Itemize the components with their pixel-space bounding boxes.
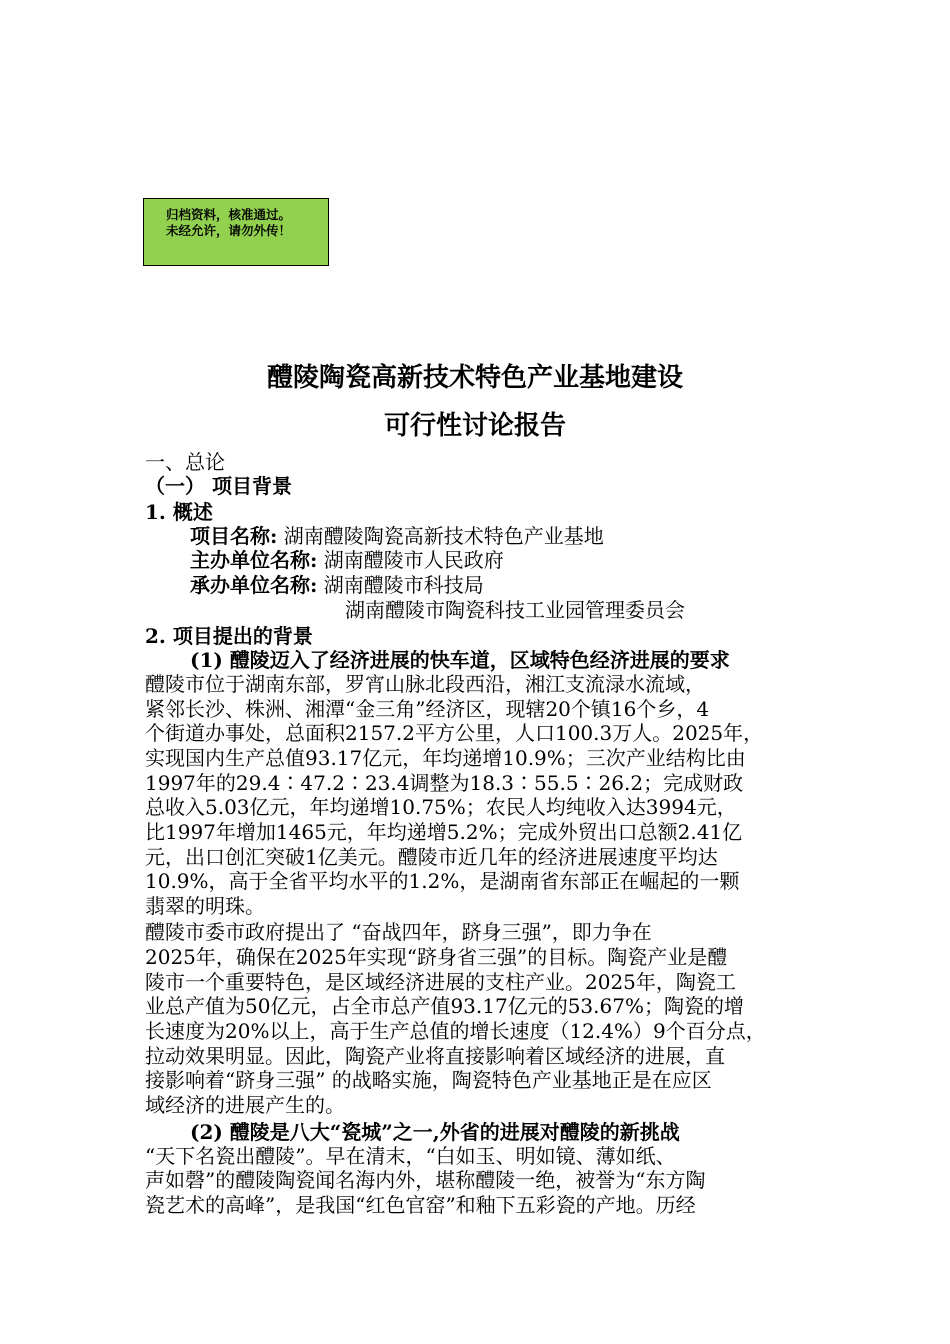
paragraph-line: 陵市一个重要特色，是区域经济进展的支柱产业。2025年，陶瓷工 xyxy=(145,970,736,994)
paragraph-line: 紧邻长沙、株洲、湘潭“金三角”经济区，现辖20个镇16个乡，4 xyxy=(145,697,710,721)
paragraph-line: 个街道办事处，总面积2157.2平方公里，人口100.3万人。2025年， xyxy=(145,721,764,745)
organizer-value-2: 湖南醴陵市陶瓷科技工业园管理委员会 xyxy=(345,598,685,622)
paragraph-line: 接影响着“跻身三强” 的战略实施，陶瓷特色产业基地正是在应区 xyxy=(145,1068,712,1092)
subsection-heading-background: （一） 项目背景 xyxy=(145,474,292,498)
item-heading-overview: 1. 概述 xyxy=(145,500,213,524)
organizer-row xyxy=(190,573,484,597)
archive-stamp xyxy=(143,198,329,266)
organizer-value-1: 湖南醴陵市科技局 xyxy=(323,573,484,597)
document-title-line-1: 醴陵陶瓷高新技术特色产业基地建设 xyxy=(266,363,683,393)
paragraph-line: 实现国内生产总值93.17亿元，年均递增10.9%；三次产业结构比由 xyxy=(145,746,746,770)
paragraph-line: 翡翠的明珠。 xyxy=(145,894,265,918)
subheading-porcelain-city: (2) 醴陵是八大“瓷城”之一,外省的进展对醴陵的新挑战 xyxy=(190,1120,680,1144)
stamp-line-2: 未经允许，请勿外传！ xyxy=(166,223,292,238)
host-row xyxy=(190,548,504,572)
paragraph-line: 域经济的进展产生的。 xyxy=(145,1093,345,1117)
paragraph-line: 比1997年增加1465元，年均递增5.2%；完成外贸出口总额2.41亿 xyxy=(145,820,743,844)
project-name-label: 项目名称: xyxy=(190,524,278,548)
paragraph-line: 醴陵市位于湖南东部，罗宵山脉北段西沿，湘江支流渌水流域， xyxy=(145,672,705,696)
paragraph-line: 总收入5.03亿元，年均递增10.75%；农民人均纯收入达3994元， xyxy=(145,795,737,819)
paragraph-line: 2025年，确保在2025年实现“跻身省三强”的目标。陶瓷产业是醴 xyxy=(145,945,728,969)
host-label: 主办单位名称: xyxy=(190,548,318,572)
paragraph-line: 瓷艺术的高峰”，是我国“红色官窑”和釉下五彩瓷的产地。历经 xyxy=(145,1193,696,1217)
paragraph-line: 拉动效果明显。因此，陶瓷产业将直接影响着区域经济的进展，直 xyxy=(145,1044,725,1068)
paragraph-line: 业总产值为50亿元，占全市总产值93.17亿元的53.67%；陶瓷的增 xyxy=(145,994,744,1018)
paragraph-line: 长速度为20%以上，高于生产总值的增长速度（12.4%）9个百分点， xyxy=(145,1019,766,1043)
project-name-row xyxy=(190,524,604,548)
paragraph-line: 1997年的29.4∶47.2∶23.4调整为18.3∶55.5∶26.2；完成财政 xyxy=(145,771,744,795)
item-heading-background: 2. 项目提出的背景 xyxy=(145,624,313,648)
paragraph-line: 声如磬”的醴陵陶瓷闻名海内外，堪称醴陵一绝，被誉为“东方陶 xyxy=(145,1168,706,1192)
organizer-label: 承办单位名称: xyxy=(190,573,318,597)
subheading-economic-development: (1) 醴陵迈入了经济进展的快车道，区域特色经济进展的要求 xyxy=(190,648,730,672)
paragraph-line: “天下名瓷出醴陵”。早在清末，“白如玉、明如镜、薄如纸、 xyxy=(145,1144,676,1168)
host-value: 湖南醴陵市人民政府 xyxy=(323,548,504,572)
paragraph-line: 10.9%，高于全省平均水平的1.2%，是湖南省东部正在崛起的一颗 xyxy=(145,869,740,893)
stamp-line-1: 归档资料，核准通过。 xyxy=(166,207,292,222)
section-heading-general: 一、总论 xyxy=(145,450,225,474)
document-title-line-2: 可行性讨论报告 xyxy=(383,411,566,441)
project-name-value: 湖南醴陵陶瓷高新技术特色产业基地 xyxy=(283,524,604,548)
paragraph-line: 元，出口创汇突破1亿美元。醴陵市近几年的经济进展速度平均达 xyxy=(145,845,718,869)
paragraph-line: 醴陵市委市政府提出了 “奋战四年，跻身三强”，即力争在 xyxy=(145,920,652,944)
